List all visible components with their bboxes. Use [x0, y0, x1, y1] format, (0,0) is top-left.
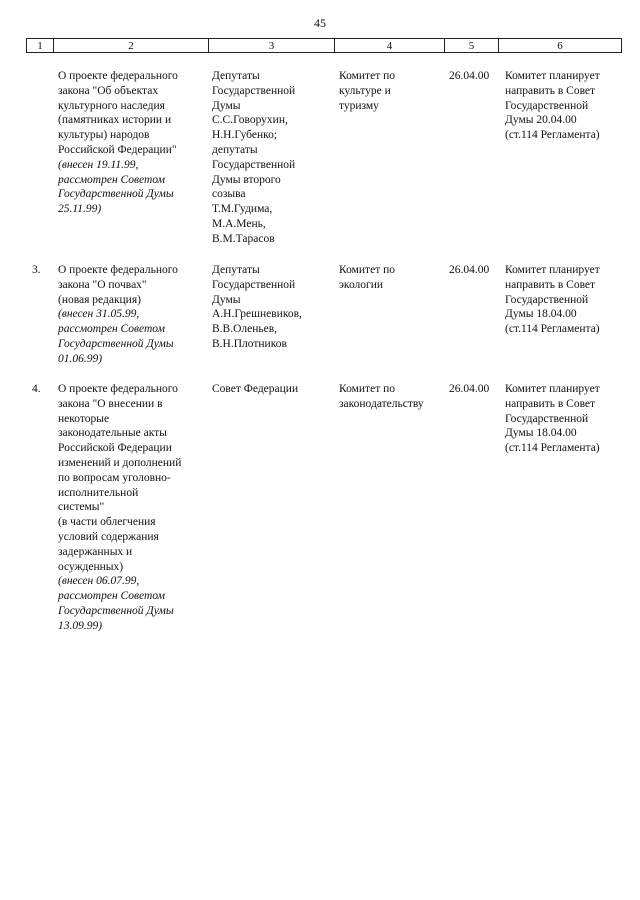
author-line: С.С.Говорухин,	[212, 114, 288, 127]
committee-line: законодательству	[339, 397, 424, 410]
note-line: направить в Совет	[505, 84, 596, 97]
date-cell: 26.04.00	[449, 264, 490, 276]
note-line: (ст.114 Регламента)	[505, 129, 600, 142]
bill-status-line: рассмотрен Советом	[58, 590, 165, 603]
author-line: Т.М.Гудима,	[212, 203, 273, 216]
bill-status-line: 25.11.99)	[58, 203, 102, 216]
bill-status-line: рассмотрен Советом	[58, 323, 165, 336]
bill-status-line: 01.06.99)	[58, 352, 103, 365]
author-line: депутаты	[212, 143, 258, 156]
bill-title-line: О проекте федерального	[58, 264, 178, 276]
committee-cell	[339, 263, 447, 293]
author-line: М.А.Мень,	[212, 217, 266, 230]
bill-status-line: Государственной Думы	[58, 337, 174, 350]
bill-title-cell	[58, 263, 206, 367]
bill-title-line: изменений и дополнений	[58, 456, 182, 469]
note-line: направить в Совет	[505, 278, 596, 291]
bill-status-line: рассмотрен Советом	[58, 173, 165, 186]
author-line: созыва	[212, 188, 246, 201]
bill-title-line: условий содержания	[58, 530, 159, 543]
author-line: Государственной	[212, 278, 296, 291]
author-line: В.В.Оленьев,	[212, 323, 278, 336]
bill-title-line: по вопросам уголовно-	[58, 471, 171, 484]
row-number: 4.	[32, 383, 41, 395]
committee-line: культуре и	[339, 84, 391, 97]
note-line: Комитет планирует	[505, 383, 600, 395]
note-line: Думы 20.04.00	[505, 114, 577, 127]
bill-status-line: (внесен 19.11.99,	[58, 158, 139, 171]
note-line: Комитет планирует	[505, 70, 600, 82]
committee-line: Комитет по	[339, 383, 395, 395]
committee-line: туризму	[339, 99, 379, 112]
bill-title-line: О проекте федерального	[58, 70, 178, 82]
column-number: 5	[445, 39, 499, 53]
bill-title-line: культурного наследия	[58, 99, 165, 112]
bill-title-line: задержанных и	[58, 545, 133, 558]
bill-title-line: культуры) народов	[58, 129, 150, 142]
date-cell: 26.04.00	[449, 70, 490, 82]
bill-title-line: (новая редакция)	[58, 293, 141, 306]
bill-title-line: исполнительной	[58, 486, 139, 499]
column-number-header	[26, 38, 622, 53]
column-number: 2	[54, 39, 209, 53]
committee-cell	[339, 69, 447, 113]
bill-title-line: осужденных)	[58, 560, 124, 573]
page-number: 45	[314, 16, 326, 30]
bill-title-line: (в части облегчения	[58, 516, 156, 529]
author-line: Думы второго	[212, 173, 281, 186]
note-line: Думы 18.04.00	[505, 308, 577, 321]
committee-line: Комитет по	[339, 70, 395, 82]
note-cell	[505, 382, 625, 456]
author-line: А.Н.Грешневиков,	[212, 308, 302, 321]
note-line: Государственной	[505, 99, 589, 112]
column-number: 1	[27, 39, 54, 53]
bill-title-line: закона "О внесении в	[58, 397, 163, 410]
bill-title-line: системы"	[58, 501, 105, 514]
author-line: В.Н.Плотников	[212, 337, 287, 350]
bill-title-line: Российской Федерации	[58, 442, 172, 455]
bill-status-line: Государственной Думы	[58, 188, 174, 201]
author-line: Государственной	[212, 84, 296, 97]
author-line: Депутаты	[212, 70, 260, 82]
row-number: 3.	[32, 264, 41, 276]
note-line: (ст.114 Регламента)	[505, 442, 600, 455]
author-line: Государственной	[212, 158, 296, 171]
committee-cell	[339, 382, 447, 412]
bill-status-line: Государственной Думы	[58, 604, 174, 617]
column-number: 4	[335, 39, 445, 53]
author-line: Н.Н.Губенко;	[212, 129, 278, 142]
author-line: Думы	[212, 99, 241, 112]
note-line: Думы 18.04.00	[505, 427, 577, 440]
committee-line: экологии	[339, 278, 384, 291]
bill-title-line: закона "Об объектах	[58, 84, 159, 97]
bill-title-line: законодательные акты	[58, 427, 167, 440]
note-line: Комитет планирует	[505, 264, 600, 276]
authors-cell	[212, 69, 334, 247]
authors-cell	[212, 263, 334, 352]
bill-title-cell	[58, 382, 206, 634]
note-line: Государственной	[505, 293, 589, 306]
authors-cell	[212, 382, 334, 397]
bill-title-line: (памятниках истории и	[58, 114, 172, 127]
bill-status-line: (внесен 06.07.99,	[58, 575, 140, 588]
bill-title-line: закона "О почвах"	[58, 278, 147, 291]
bill-status-line: 13.09.99)	[58, 619, 103, 632]
author-line: Думы	[212, 293, 241, 306]
note-cell	[505, 69, 625, 143]
author-line: Совет Федерации	[212, 383, 299, 395]
bill-title-line: О проекте федерального	[58, 383, 178, 395]
author-line: Депутаты	[212, 264, 260, 276]
bill-title-cell	[58, 69, 206, 217]
date-cell: 26.04.00	[449, 383, 490, 395]
note-cell	[505, 263, 625, 337]
bill-title-line: некоторые	[58, 412, 110, 425]
note-line: (ст.114 Регламента)	[505, 323, 600, 336]
note-line: Государственной	[505, 412, 589, 425]
bill-title-line: Российской Федерации"	[58, 143, 177, 156]
author-line: В.М.Тарасов	[212, 232, 275, 245]
bill-status-line: (внесен 31.05.99,	[58, 308, 140, 321]
note-line: направить в Совет	[505, 397, 596, 410]
column-number: 3	[209, 39, 335, 53]
committee-line: Комитет по	[339, 264, 395, 276]
column-number: 6	[499, 39, 622, 53]
